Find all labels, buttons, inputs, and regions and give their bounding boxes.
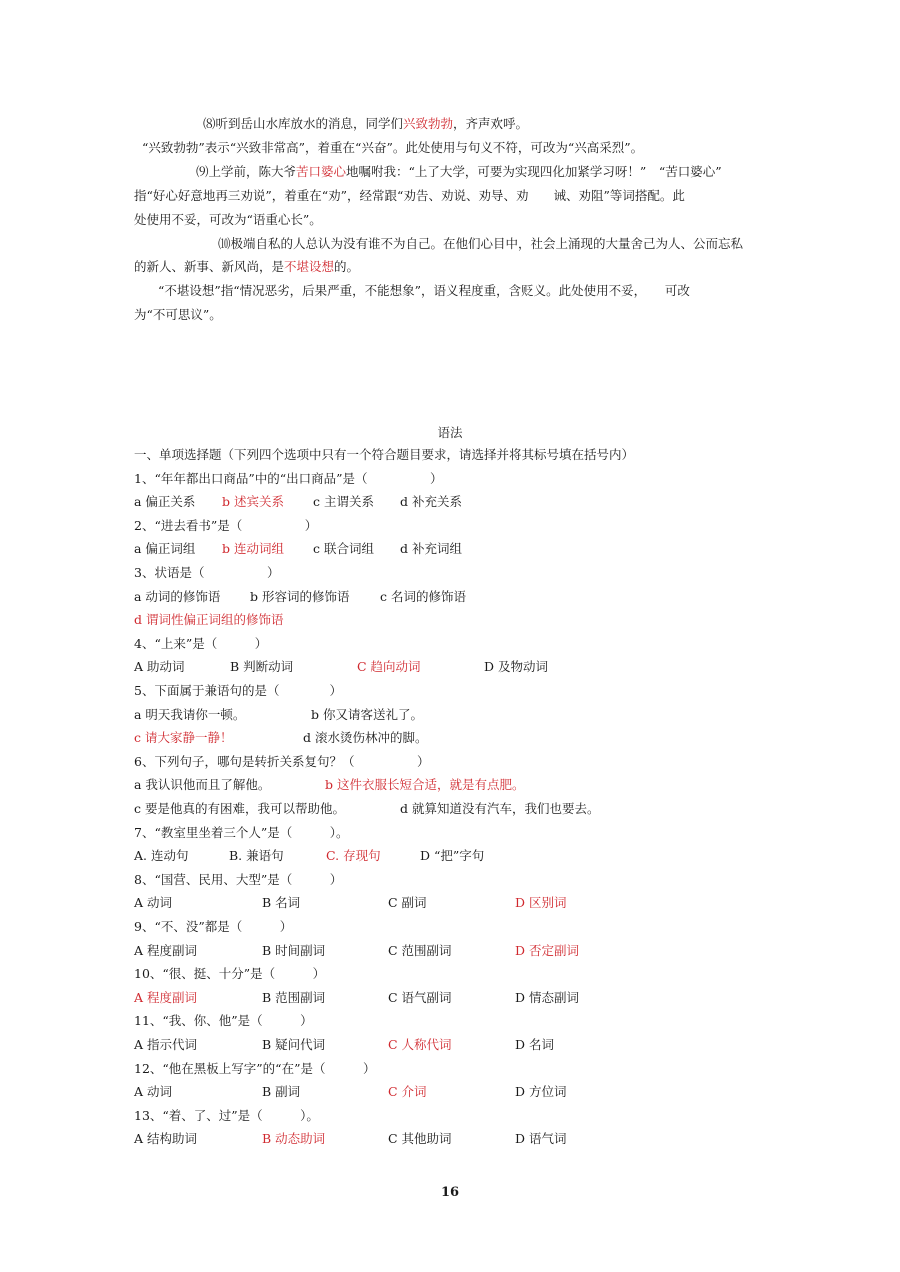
question-stem: 3、状语是（ ） xyxy=(134,565,280,580)
text-segment: 的新人、新事、新风尚，是 xyxy=(134,259,285,274)
answer-option: a 偏正关系 xyxy=(134,494,196,510)
answer-option-correct: D 区别词 xyxy=(515,895,567,911)
answer-option: A 动词 xyxy=(134,1084,173,1100)
answer-option: A 动词 xyxy=(134,895,173,911)
text-segment: ，齐声欢呼。 xyxy=(453,116,529,131)
paragraph-line xyxy=(142,140,643,156)
paragraph-line xyxy=(134,188,685,204)
question-stem: 13、“着、了、过”是（ ）。 xyxy=(134,1107,319,1123)
answer-option: D 及物动词 xyxy=(484,659,548,675)
question-stem: 8、“国营、民用、大型”是（ ） xyxy=(134,871,343,887)
question-stem: 1、“年年都出口商品”中的“出口商品”是（ ） xyxy=(134,470,443,486)
answer-option: d 补充词组 xyxy=(400,541,462,557)
section-instructions: 一、单项选择题（下列四个选项中只有一个符合题目要求，请选择并将其标号填在括号内） xyxy=(134,447,635,462)
answer-option-correct: C. 存现句 xyxy=(326,848,381,864)
answer-option-correct: b 这件衣服长短合适，就是有点肥。 xyxy=(325,777,525,793)
question-stem: 11、“我、你、他”是（ ） xyxy=(134,1013,313,1029)
text-segment: 处使用不妥，可改为“语重心长”。 xyxy=(134,212,322,227)
answer-option-correct: B 动态助词 xyxy=(262,1131,326,1147)
highlighted-phrase: 不堪设想 xyxy=(284,259,335,274)
answer-option: a 偏正词组 xyxy=(134,541,196,557)
paragraph-line xyxy=(196,164,722,180)
page-number: 16 xyxy=(440,1185,460,1200)
answer-option: B 疑问代词 xyxy=(262,1037,326,1052)
question-stem: 5、下面属于兼语句的是（ ） xyxy=(134,683,342,698)
question-stem: 2、“进去看书”是（ ） xyxy=(134,517,318,533)
text-segment: ⑼上学前，陈大爷 xyxy=(196,164,297,179)
text-segment: “不堪设想”指“情况恶劣，后果严重，不能想象”，语义程度重，含贬义。此处使用不妥， 可改 xyxy=(158,283,690,298)
text-segment: 地嘱咐我：“上了大学，可要为实现四化加紧学习呀！” “苦口婆心” xyxy=(346,164,722,179)
answer-option-correct: d 谓词性偏正词组的修饰语 xyxy=(134,612,284,628)
text-segment: 指“好心好意地再三劝说”，着重在“劝”，经常跟“劝告、劝说、劝导、劝 诫、劝阻”等词搭配。此 xyxy=(134,188,685,203)
paragraph-line xyxy=(158,283,690,299)
answer-option: C 语气副词 xyxy=(388,989,452,1005)
paragraph-line xyxy=(134,212,322,228)
answer-option: c 要是他真的有困难，我可以帮助他。 xyxy=(134,801,345,816)
question-stem: 6、下列句子，哪句是转折关系复句？（ ） xyxy=(134,753,430,769)
answer-option: B 名词 xyxy=(262,895,301,911)
answer-option: A 指示代词 xyxy=(134,1037,198,1052)
answer-option: D “把”字句 xyxy=(420,848,485,864)
answer-option-correct: A 程度副词 xyxy=(134,989,198,1005)
answer-option: d 就算知道没有汽车，我们也要去。 xyxy=(400,801,600,816)
answer-option: c 主谓关系 xyxy=(313,494,374,510)
answer-option: b 形容词的修饰语 xyxy=(250,588,350,604)
text-segment: 为“不可思议”。 xyxy=(134,307,222,322)
section-title: 语法 xyxy=(437,425,463,440)
answer-option: c 联合词组 xyxy=(313,541,374,557)
answer-option: a 明天我请你一顿。 xyxy=(134,706,246,722)
question-stem: 9、“不、没”都是（ ） xyxy=(134,919,293,934)
paragraph-line xyxy=(134,307,222,323)
answer-option: A. 连动句 xyxy=(134,848,189,864)
answer-option: b 你又请客送礼了。 xyxy=(311,706,423,722)
paragraph-line xyxy=(134,259,359,275)
answer-option: C 范围副词 xyxy=(388,942,452,958)
answer-option: D 情态副词 xyxy=(515,989,579,1005)
answer-option: d 补充关系 xyxy=(400,494,462,510)
answer-option: D 语气词 xyxy=(515,1131,567,1147)
answer-option: A 助动词 xyxy=(134,659,185,675)
question-stem: 10、“很、挺、十分”是（ ） xyxy=(134,966,326,982)
answer-option: C 副词 xyxy=(388,895,427,911)
answer-option-correct: C 趋向动词 xyxy=(357,659,421,675)
question-stem: 12、“他在黑板上写字”的“在”是（ ） xyxy=(134,1060,376,1076)
highlighted-phrase: 兴致勃勃 xyxy=(403,116,454,131)
text-segment: “兴致勃勃”表示“兴致非常高”，着重在“兴奋”。此处使用与句义不符，可改为“兴高采烈”。 xyxy=(142,140,644,155)
answer-option-correct: b 述宾关系 xyxy=(222,494,284,510)
text-segment: ⑽极端自私的人总认为没有谁不为自己。在他们心目中，社会上涌现的大量舍己为人、公而忘私 xyxy=(218,236,744,251)
paragraph-line xyxy=(218,236,743,252)
text-segment: ⑻听到岳山水库放水的消息，同学们 xyxy=(203,116,404,131)
question-stem: 7、“教室里坐着三个人”是（ ）。 xyxy=(134,824,349,840)
answer-option: A 结构助词 xyxy=(134,1131,198,1147)
answer-option: d 滚水烫伤林冲的脚。 xyxy=(303,730,428,746)
answer-option: A 程度副词 xyxy=(134,942,198,958)
paragraph-line xyxy=(203,116,528,132)
answer-option-correct: C 介词 xyxy=(388,1084,427,1100)
answer-option: B. 兼语句 xyxy=(229,848,284,864)
answer-option: B 范围副词 xyxy=(262,989,326,1005)
answer-option: B 时间副词 xyxy=(262,942,326,958)
answer-option: c 名词的修饰语 xyxy=(380,588,466,604)
highlighted-phrase: 苦口婆心 xyxy=(296,164,347,179)
answer-option: D 名词 xyxy=(515,1037,554,1052)
answer-option-correct: D 否定副词 xyxy=(515,942,579,958)
answer-option: C 其他助词 xyxy=(388,1131,452,1147)
answer-option: B 判断动词 xyxy=(230,659,294,675)
answer-option: a 动词的修饰语 xyxy=(134,588,221,604)
answer-option-correct: c 请大家静一静！ xyxy=(134,730,233,746)
question-stem: 4、“上来”是（ ） xyxy=(134,635,268,651)
answer-option: B 副词 xyxy=(262,1084,301,1100)
text-segment: 的。 xyxy=(334,259,360,274)
answer-option: a 我认识他而且了解他。 xyxy=(134,777,271,793)
answer-option-correct: C 人称代词 xyxy=(388,1037,452,1052)
answer-option: D 方位词 xyxy=(515,1084,567,1100)
answer-option-correct: b 连动词组 xyxy=(222,541,284,557)
